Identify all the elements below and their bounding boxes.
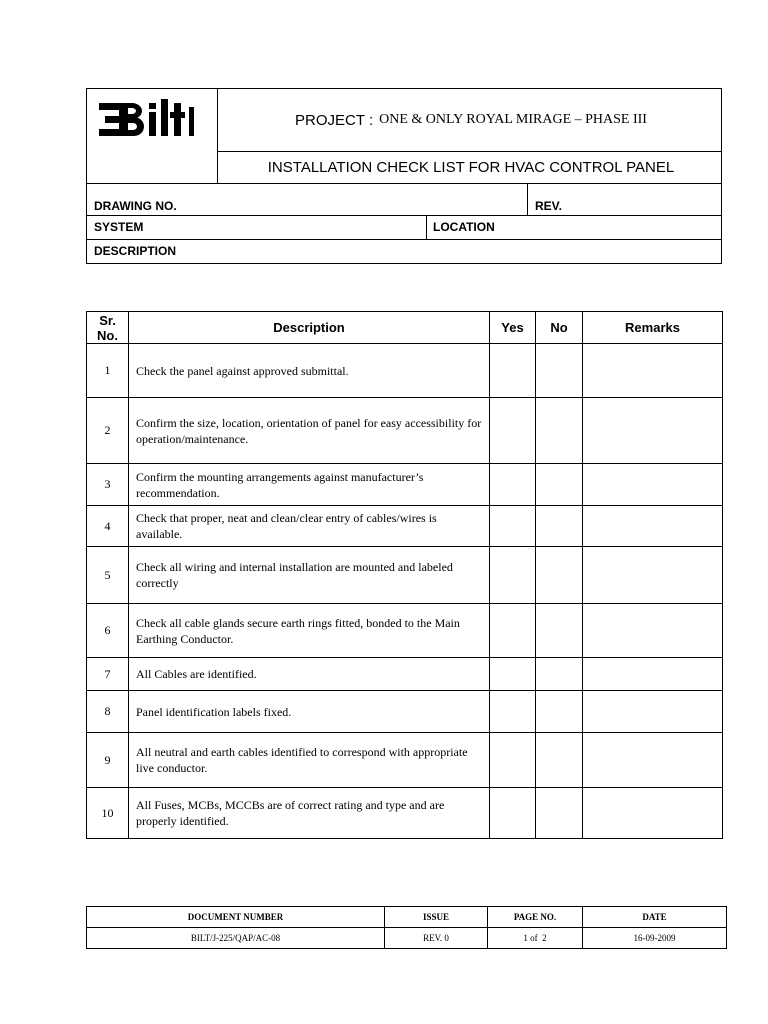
drawing-no-label: DRAWING NO.: [94, 199, 177, 213]
yes-cell[interactable]: [490, 464, 536, 506]
row-number: 3: [87, 464, 129, 506]
no-cell[interactable]: [536, 398, 583, 464]
row-description: All Fuses, MCBs, MCCBs are of correct rating and type and are properly identified.: [129, 788, 490, 839]
column-header-yes: Yes: [490, 312, 536, 344]
table-row: [87, 691, 723, 733]
row-number: 8: [87, 691, 129, 733]
no-cell[interactable]: [536, 464, 583, 506]
yes-cell[interactable]: [490, 506, 536, 547]
document-number-value: BILT/J-225/QAP/AC-08: [87, 928, 385, 949]
footer-header-issue: ISSUE: [385, 907, 488, 928]
bilt-logo: [97, 95, 207, 145]
remarks-cell[interactable]: [583, 691, 723, 733]
no-cell[interactable]: [536, 506, 583, 547]
no-cell[interactable]: [536, 344, 583, 398]
document-header: [86, 88, 722, 264]
yes-cell[interactable]: [490, 547, 536, 604]
row-description: Confirm the mounting arrangements against manufacturer’s recommendation.: [129, 464, 490, 506]
row-number: 6: [87, 604, 129, 658]
location-label: LOCATION: [433, 220, 495, 234]
yes-cell[interactable]: [490, 733, 536, 788]
row-description: Panel identification labels fixed.: [129, 691, 490, 733]
remarks-cell[interactable]: [583, 506, 723, 547]
yes-cell[interactable]: [490, 604, 536, 658]
document-footer-table: [86, 906, 727, 949]
table-row: [87, 547, 723, 604]
row-number: 9: [87, 733, 129, 788]
row-description: Check that proper, neat and clean/clear entry of cables/wires is available.: [129, 506, 490, 547]
row-number: 10: [87, 788, 129, 839]
checklist-title: INSTALLATION CHECK LIST FOR HVAC CONTROL PANEL: [267, 158, 675, 176]
no-cell[interactable]: [536, 604, 583, 658]
remarks-cell[interactable]: [583, 733, 723, 788]
remarks-cell[interactable]: [583, 788, 723, 839]
column-header-no: No: [536, 312, 583, 344]
issue-value: REV. 0: [385, 928, 488, 949]
project-name: ONE & ONLY ROYAL MIRAGE – PHASE III: [379, 112, 647, 127]
rev-label: REV.: [535, 199, 562, 213]
remarks-cell[interactable]: [583, 464, 723, 506]
row-number: 4: [87, 506, 129, 547]
checklist-table: [86, 311, 723, 839]
row-number: 2: [87, 398, 129, 464]
column-header-description: Description: [129, 312, 490, 344]
table-row: [87, 398, 723, 464]
table-row: [87, 604, 723, 658]
footer-header-page-no: PAGE NO.: [488, 907, 583, 928]
row-description: All neutral and earth cables identified to correspond with appropriate live conductor.: [129, 733, 490, 788]
remarks-cell[interactable]: [583, 547, 723, 604]
yes-cell[interactable]: [490, 398, 536, 464]
row-number: 1: [87, 344, 129, 398]
table-row: [87, 733, 723, 788]
row-description: All Cables are identified.: [129, 658, 490, 691]
row-number: 7: [87, 658, 129, 691]
description-label: DESCRIPTION: [94, 244, 177, 258]
footer-value-row: [87, 928, 727, 949]
row-number: 5: [87, 547, 129, 604]
yes-cell[interactable]: [490, 691, 536, 733]
no-cell[interactable]: [536, 733, 583, 788]
yes-cell[interactable]: [490, 788, 536, 839]
table-row: [87, 344, 723, 398]
no-cell[interactable]: [536, 547, 583, 604]
project-heading: [219, 89, 723, 151]
remarks-cell[interactable]: [583, 658, 723, 691]
yes-cell[interactable]: [490, 344, 536, 398]
project-label: PROJECT :: [295, 111, 374, 129]
table-row: [87, 788, 723, 839]
footer-header-row: [87, 907, 727, 928]
row-description: Check all wiring and internal installation are mounted and labeled correctly: [129, 547, 490, 604]
row-description: Confirm the size, location, orientation of panel for easy accessibility for operation/maintenance.: [129, 398, 490, 464]
no-cell[interactable]: [536, 658, 583, 691]
table-row: [87, 506, 723, 547]
no-cell[interactable]: [536, 691, 583, 733]
yes-cell[interactable]: [490, 658, 536, 691]
column-header-sr-no: Sr. No.: [87, 312, 129, 344]
table-header-row: [87, 312, 723, 344]
date-value: 16-09-2009: [583, 928, 727, 949]
remarks-cell[interactable]: [583, 398, 723, 464]
system-label: SYSTEM: [94, 220, 144, 234]
row-description: Check all cable glands secure earth rings fitted, bonded to the Main Earthing Conductor.: [129, 604, 490, 658]
row-description: Check the panel against approved submittal.: [129, 344, 490, 398]
table-row: [87, 464, 723, 506]
no-cell[interactable]: [536, 788, 583, 839]
footer-header-document-number: DOCUMENT NUMBER: [87, 907, 385, 928]
remarks-cell[interactable]: [583, 344, 723, 398]
table-row: [87, 658, 723, 691]
page-no-value: 1 of 2: [488, 928, 583, 949]
column-header-remarks: Remarks: [583, 312, 723, 344]
remarks-cell[interactable]: [583, 604, 723, 658]
footer-header-date: DATE: [583, 907, 727, 928]
